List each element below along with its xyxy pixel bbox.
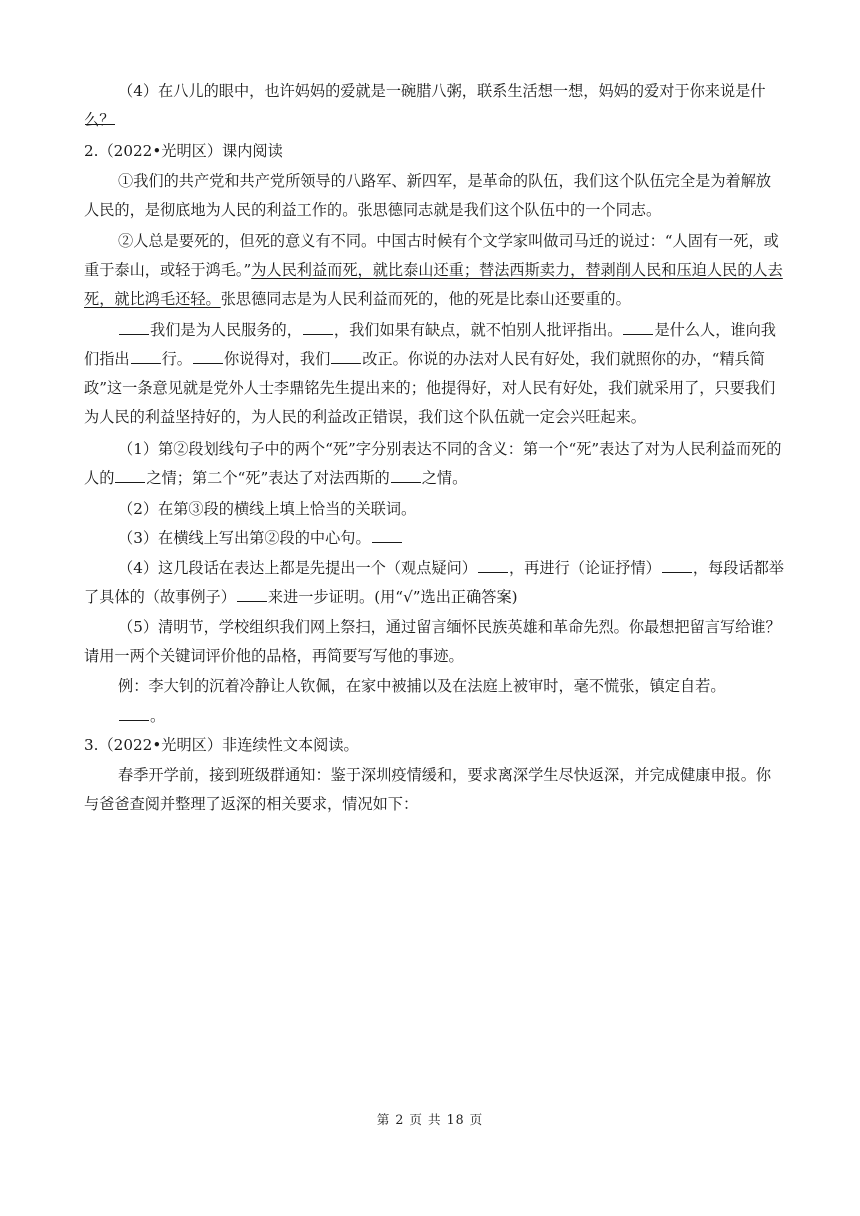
fill-blank[interactable]	[193, 349, 223, 364]
q2-sub2: （2）在第③段的横线上填上恰当的关联词。	[118, 500, 417, 518]
q2-sub5: （5）清明节，学校组织我们网上祭扫，通过留言缅怀民族英雄和革命先烈。你最想把留言写给谁？请用一两个关键词评价他的品格，再简要写写他的事迹。	[84, 618, 781, 665]
fill-blank[interactable]	[478, 558, 508, 573]
fill-blank[interactable]	[331, 349, 361, 364]
fill-blank[interactable]	[237, 587, 267, 602]
fill-blank[interactable]	[131, 349, 161, 364]
q2-para2: ②人总是要死的，但死的意义有不同。中国古时候有个文学家叫做司马迁的说过：“人固有一死，或重于泰山，或轻于鸿毛。”为人民利益而死，就比泰山还重；替法西斯卖力，替剥削人民和压迫人民的人去死，就比鸿毛还轻。张思德同志是为人民利益而死的，他的死是比泰山还要重的。	[84, 232, 783, 308]
q2-sub5-answer-line: 。	[84, 702, 784, 731]
q2-para1: ①我们的共产党和共产党所领导的八路军、新四军，是革命的队伍，我们这个队伍完全是为着解放人民的，是彻底地为人民的利益工作的。张思德同志就是我们这个队伍中的一个同志。	[84, 172, 772, 219]
fill-blank[interactable]	[372, 528, 402, 543]
answer-blank[interactable]	[85, 110, 115, 125]
q3-title: 3.（2022•光明区）非连续性文本阅读。	[84, 736, 359, 754]
fill-blank[interactable]	[115, 468, 145, 483]
q2-sub3: （3）在横线上写出第②段的中心句。	[84, 524, 784, 553]
fill-blank[interactable]	[119, 320, 149, 335]
fill-blank[interactable]	[662, 558, 692, 573]
page-footer: 第 2 页 共 18 页	[376, 1112, 484, 1127]
q1-sub4-answer-line	[84, 106, 784, 135]
q2-para3: 我们是为人民服务的， ，我们如果有缺点，就不怕别人批评指出。 是什么人，谁向我们指出 行。 你说得对，我们 改正。你说的办法对人民有好处，我们就照你的办，“精兵简政”这一条意见就是党外人士李鼎铭先生提出来的；他提得好，对人民有好处，我们就采用了，只要我们为人民的利益坚持好的，为人民的利益改正错误，我们这个队伍就一定会兴旺起来。	[84, 321, 776, 426]
q2-title: 2.（2022•光明区）课内阅读	[84, 142, 283, 160]
q2-sub4: （4）这几段话在表达上都是先提出一个（观点疑问） ，再进行（论证抒情） ，每段话都举了具体的（故事例子） 来进一步证明。(用“√”选出正确答案)	[84, 559, 784, 606]
q2-example: 例：李大钊的沉着冷静让人钦佩，在家中被捕以及在法庭上被审时，毫不慌张，镇定自若。	[118, 677, 726, 695]
q3-para: 春季开学前，接到班级群通知：鉴于深圳疫情缓和，要求离深学生尽快返深，并完成健康申报。你与爸爸查阅并整理了返深的相关要求，情况如下：	[84, 766, 772, 813]
fill-blank[interactable]	[391, 468, 421, 483]
underlined-sentence: 为人民利益而死，就比泰山还重；替法西斯卖力，替剥削人民和压迫人民的人去死，就比鸿毛还轻。	[84, 261, 783, 308]
answer-blank[interactable]	[119, 706, 149, 721]
fill-blank[interactable]	[303, 320, 333, 335]
q1-sub4-question: （4）在八儿的眼中，也许妈妈的爱就是一碗腊八粥，联系生活想一想，妈妈的爱对于你来说是什么？	[84, 82, 766, 129]
fill-blank[interactable]	[623, 320, 653, 335]
q2-sub1: （1）第②段划线句子中的两个“死”字分别表达不同的含义：第一个“死”表达了对为人民利益而死的人的 之情；第二个“死”表达了对法西斯的 之情。	[84, 440, 782, 487]
